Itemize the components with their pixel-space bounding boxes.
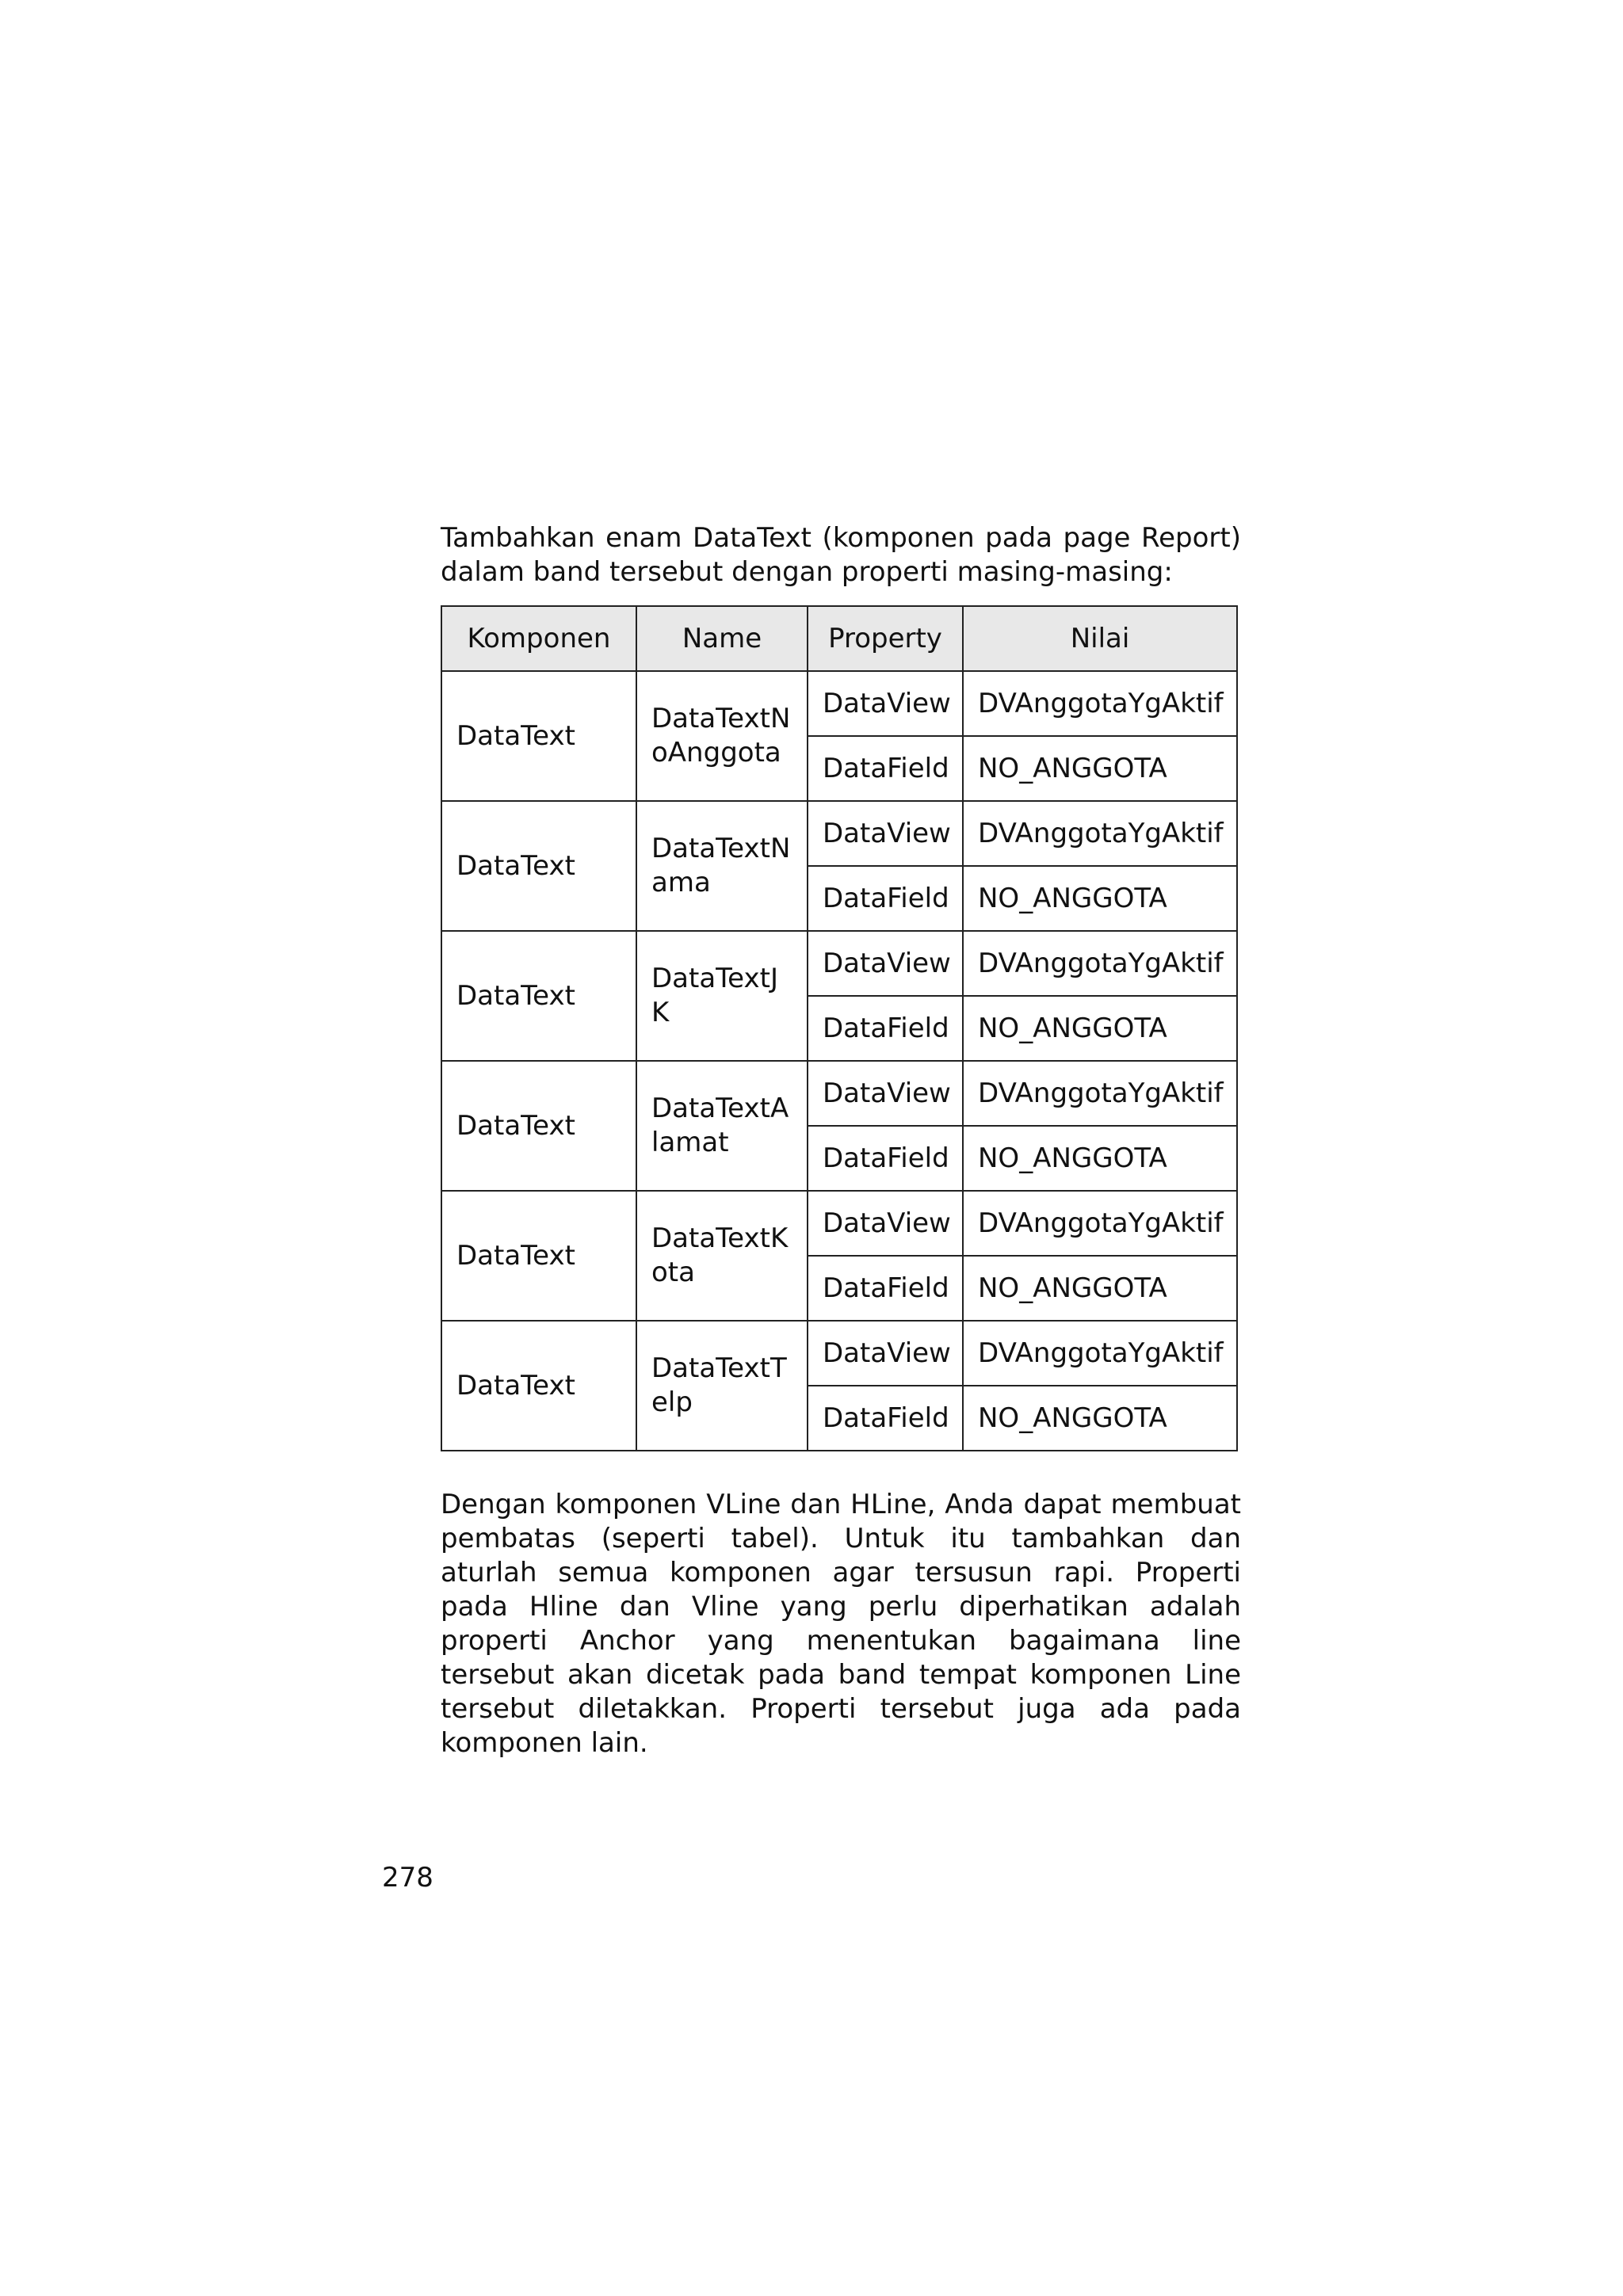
property-cell: DataField bbox=[808, 996, 963, 1061]
value-cell: NO_ANGGOTA bbox=[963, 866, 1237, 931]
name-cell: DataTextTelp bbox=[636, 1321, 808, 1451]
value-cell: DVAnggotaYgAktif bbox=[963, 1321, 1237, 1386]
header-name: Name bbox=[636, 606, 808, 671]
komponen-cell: DataText bbox=[441, 1191, 636, 1321]
value-cell: DVAnggotaYgAktif bbox=[963, 1191, 1237, 1256]
value-cell: DVAnggotaYgAktif bbox=[963, 931, 1237, 996]
name-cell: DataTextAlamat bbox=[636, 1061, 808, 1191]
property-cell: DataView bbox=[808, 931, 963, 996]
value-cell: NO_ANGGOTA bbox=[963, 736, 1237, 801]
table-row bbox=[441, 671, 1237, 736]
page-content bbox=[441, 521, 1241, 1760]
property-cell: DataView bbox=[808, 1321, 963, 1386]
property-cell: DataView bbox=[808, 671, 963, 736]
table-row bbox=[441, 1321, 1237, 1386]
intro-paragraph: Tambahkan enam DataText (komponen pada page Report) dalam band tersebut dengan properti masing-masing: bbox=[441, 522, 1241, 588]
value-cell: NO_ANGGOTA bbox=[963, 1256, 1237, 1321]
value-cell: DVAnggotaYgAktif bbox=[963, 671, 1237, 736]
property-cell: DataField bbox=[808, 866, 963, 931]
header-property: Property bbox=[808, 606, 963, 671]
komponen-cell: DataText bbox=[441, 801, 636, 931]
property-cell: DataField bbox=[808, 1256, 963, 1321]
property-cell: DataView bbox=[808, 1061, 963, 1126]
komponen-cell: DataText bbox=[441, 1321, 636, 1451]
name-cell: DataTextNoAnggota bbox=[636, 671, 808, 801]
name-cell: DataTextNama bbox=[636, 801, 808, 931]
page-number: 278 bbox=[382, 1862, 433, 1894]
value-cell: DVAnggotaYgAktif bbox=[963, 1061, 1237, 1126]
komponen-cell: DataText bbox=[441, 1061, 636, 1191]
value-cell: NO_ANGGOTA bbox=[963, 996, 1237, 1061]
table-row bbox=[441, 931, 1237, 996]
table-row bbox=[441, 1191, 1237, 1256]
komponen-cell: DataText bbox=[441, 931, 636, 1061]
property-cell: DataView bbox=[808, 1191, 963, 1256]
table-row bbox=[441, 801, 1237, 866]
name-cell: DataTextKota bbox=[636, 1191, 808, 1321]
komponen-cell: DataText bbox=[441, 671, 636, 801]
header-komponen: Komponen bbox=[441, 606, 636, 671]
property-cell: DataField bbox=[808, 1386, 963, 1451]
header-nilai: Nilai bbox=[963, 606, 1237, 671]
property-cell: DataView bbox=[808, 801, 963, 866]
properties-table bbox=[441, 605, 1238, 1451]
value-cell: NO_ANGGOTA bbox=[963, 1126, 1237, 1191]
value-cell: DVAnggotaYgAktif bbox=[963, 801, 1237, 866]
table-header-row bbox=[441, 606, 1237, 671]
name-cell: DataTextJK bbox=[636, 931, 808, 1061]
value-cell: NO_ANGGOTA bbox=[963, 1386, 1237, 1451]
property-cell: DataField bbox=[808, 1126, 963, 1191]
property-cell: DataField bbox=[808, 736, 963, 801]
outro-paragraph: Dengan komponen VLine dan HLine, Anda dapat membuat pembatas (seperti tabel). Untuk itu tambahkan dan aturlah semua komponen agar tersusun rapi. Properti pada Hline dan Vline yang perlu diperhatikan adalah properti Anchor yang menentukan bagaimana line tersebut akan dicetak pada band tempat komponen Line tersebut diletakkan. Properti tersebut juga ada pada komponen lain. bbox=[441, 1489, 1241, 1759]
table-row bbox=[441, 1061, 1237, 1126]
